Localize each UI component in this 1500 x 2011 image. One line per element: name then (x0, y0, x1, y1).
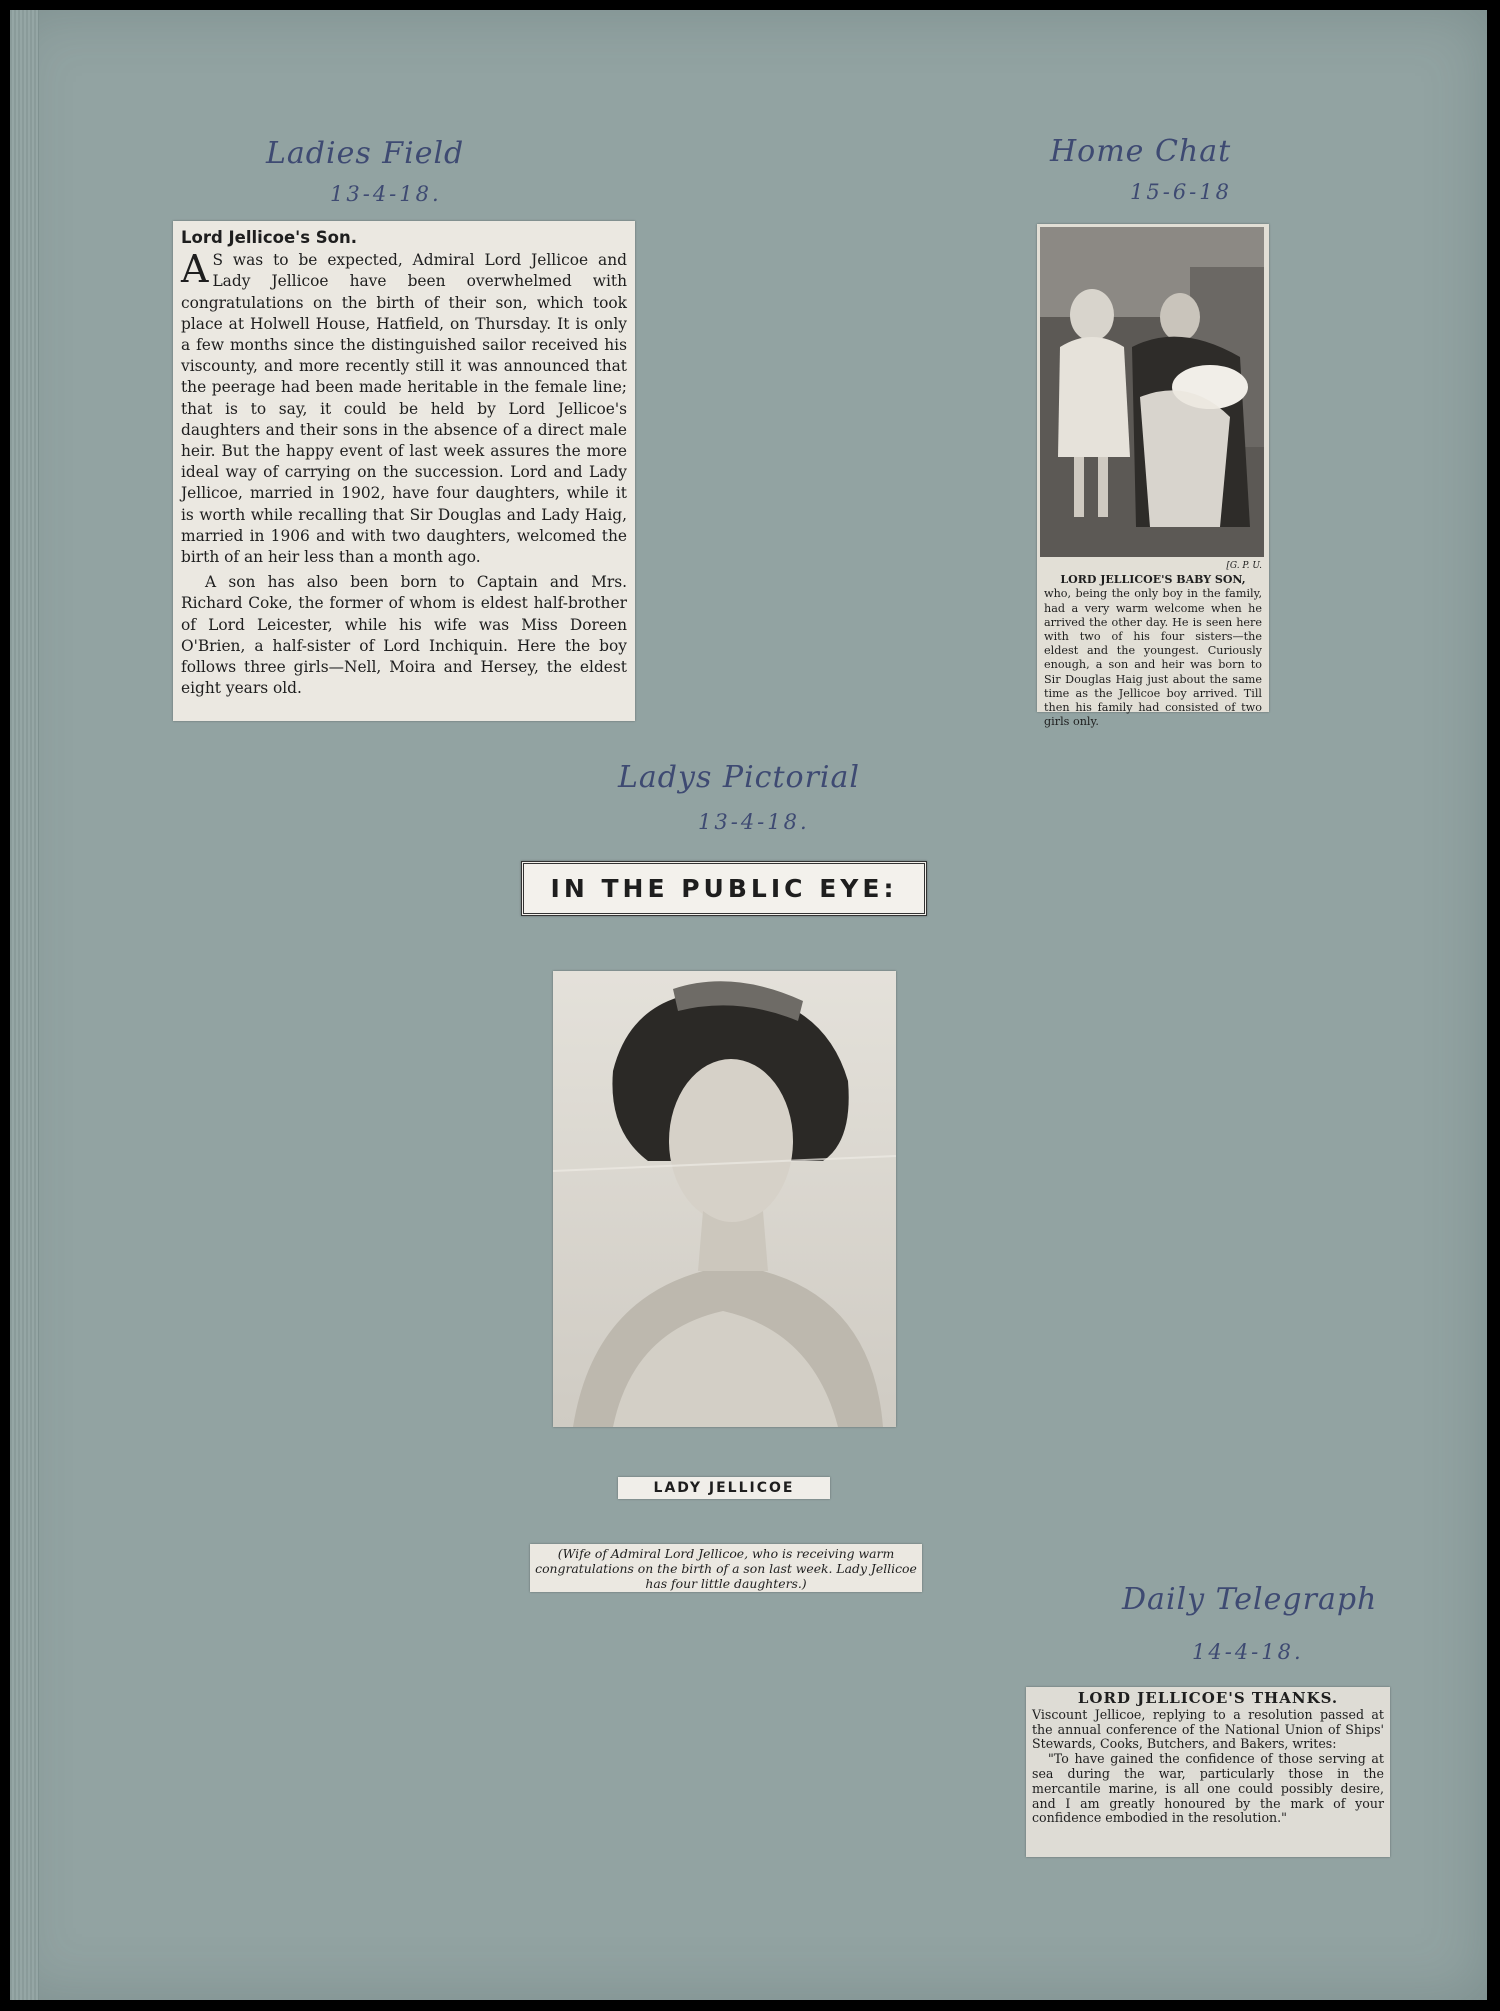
note-ladys-pictorial-source: Ladys Pictorial (618, 760, 861, 795)
clipping-lord-jellicoes-thanks (1026, 1687, 1390, 1857)
article-paragraph-1-text: S was to be expected, Admiral Lord Jellicoe and Lady Jellicoe have been overwhelmed with congratulations on the birth of their son, which took place at Holwell House, Hatfield, on Thursday. It is only a few months since the distinguished sailor received his viscounty, and more recently still it was announced that the peerage had been made heritable in the female line; that is to say, it could be held by Lord Jellicoe's daughters and their sons in the absence of a direct male heir. But the happy event of last week assures the more ideal way of carrying on the succession. Lord and Lady Jellicoe, married in 1902, have four daughters, while it is worth while recalling that Sir Douglas and Lady Haig, married in 1906 and with two daughters, welcomed the birth of an heir less than a month ago. (181, 251, 627, 567)
article-paragraph-2: A son has also been born to Captain and Mrs. Richard Coke, the former of whom is eldest half-brother of Lord Leicester, while his wife was Miss Doreen O'Brien, a half-sister of Lord Inchiquin. Here the boy follows three girls—Nell, Moira and Hersey, the eldest eight years old. (181, 573, 627, 698)
note-daily-telegraph-source: Daily Telegraph (1122, 1582, 1378, 1617)
thanks-headline: LORD JELLICOE'S THANKS. (1077, 1689, 1339, 1707)
note-home-chat-source: Home Chat (1050, 134, 1232, 169)
album-spine (10, 10, 39, 2000)
note-ladies-field-date: 13-4-18. (330, 182, 442, 206)
thanks-paragraph-2: "To have gained the confidence of those serving at sea during the war, particularly those in the mercantile marine, is all one could possibly desire, and I am greatly honoured by the mark of your confidence embodied in the resolution." (1032, 1751, 1384, 1826)
note-home-chat-date: 15-6-18 (1130, 180, 1232, 204)
portrait-illustration (553, 971, 896, 1427)
photo-credit: [G. P. U. (1226, 561, 1262, 571)
baby-photo-illustration (1040, 227, 1264, 557)
thanks-paragraph-1: Viscount Jellicoe, replying to a resolution passed at the annual conference of the National Union of Ships' Stewards, Cooks, Butchers, and Bakers, writes: (1032, 1706, 1384, 1752)
caption-body: who, being the only boy in the family, had a very warm welcome when he arrived the other day. He is seen here with two of his four sisters—the eldest and the youngest. Curiously enough, a son and heir was born to Sir Douglas Haig just about the same time as the Jellicoe boy arrived. Till then his family had consisted of two girls only. (1044, 587, 1262, 729)
clipping-baby-son-photo (1037, 224, 1269, 729)
article-headline: Lord Jellicoe's Son. (181, 228, 357, 247)
caption-headline: LORD JELLICOE'S BABY SON, (1060, 573, 1246, 587)
portrait-name-label: LADY JELLICOE (618, 1477, 830, 1499)
portrait-caption: (Wife of Admiral Lord Jellicoe, who is receiving warm congratulations on the birth of a son last week. Lady Jellicoe has four little daughters.) (530, 1544, 922, 1592)
note-ladys-pictorial-date: 13-4-18. (698, 810, 810, 834)
clipping-public-eye-headline: IN THE PUBLIC EYE: (521, 861, 927, 916)
baby-photo-image (1040, 227, 1264, 557)
portrait-lady-jellicoe (553, 971, 896, 1427)
article-paragraph-1 (181, 247, 627, 568)
note-daily-telegraph-date: 14-4-18. (1192, 1640, 1304, 1664)
drop-cap: A (181, 247, 209, 292)
album-page (10, 10, 1487, 2000)
clipping-lord-jellicoes-son (173, 221, 635, 721)
baby-photo-caption (1040, 557, 1266, 731)
note-ladies-field-source: Ladies Field (266, 136, 465, 171)
